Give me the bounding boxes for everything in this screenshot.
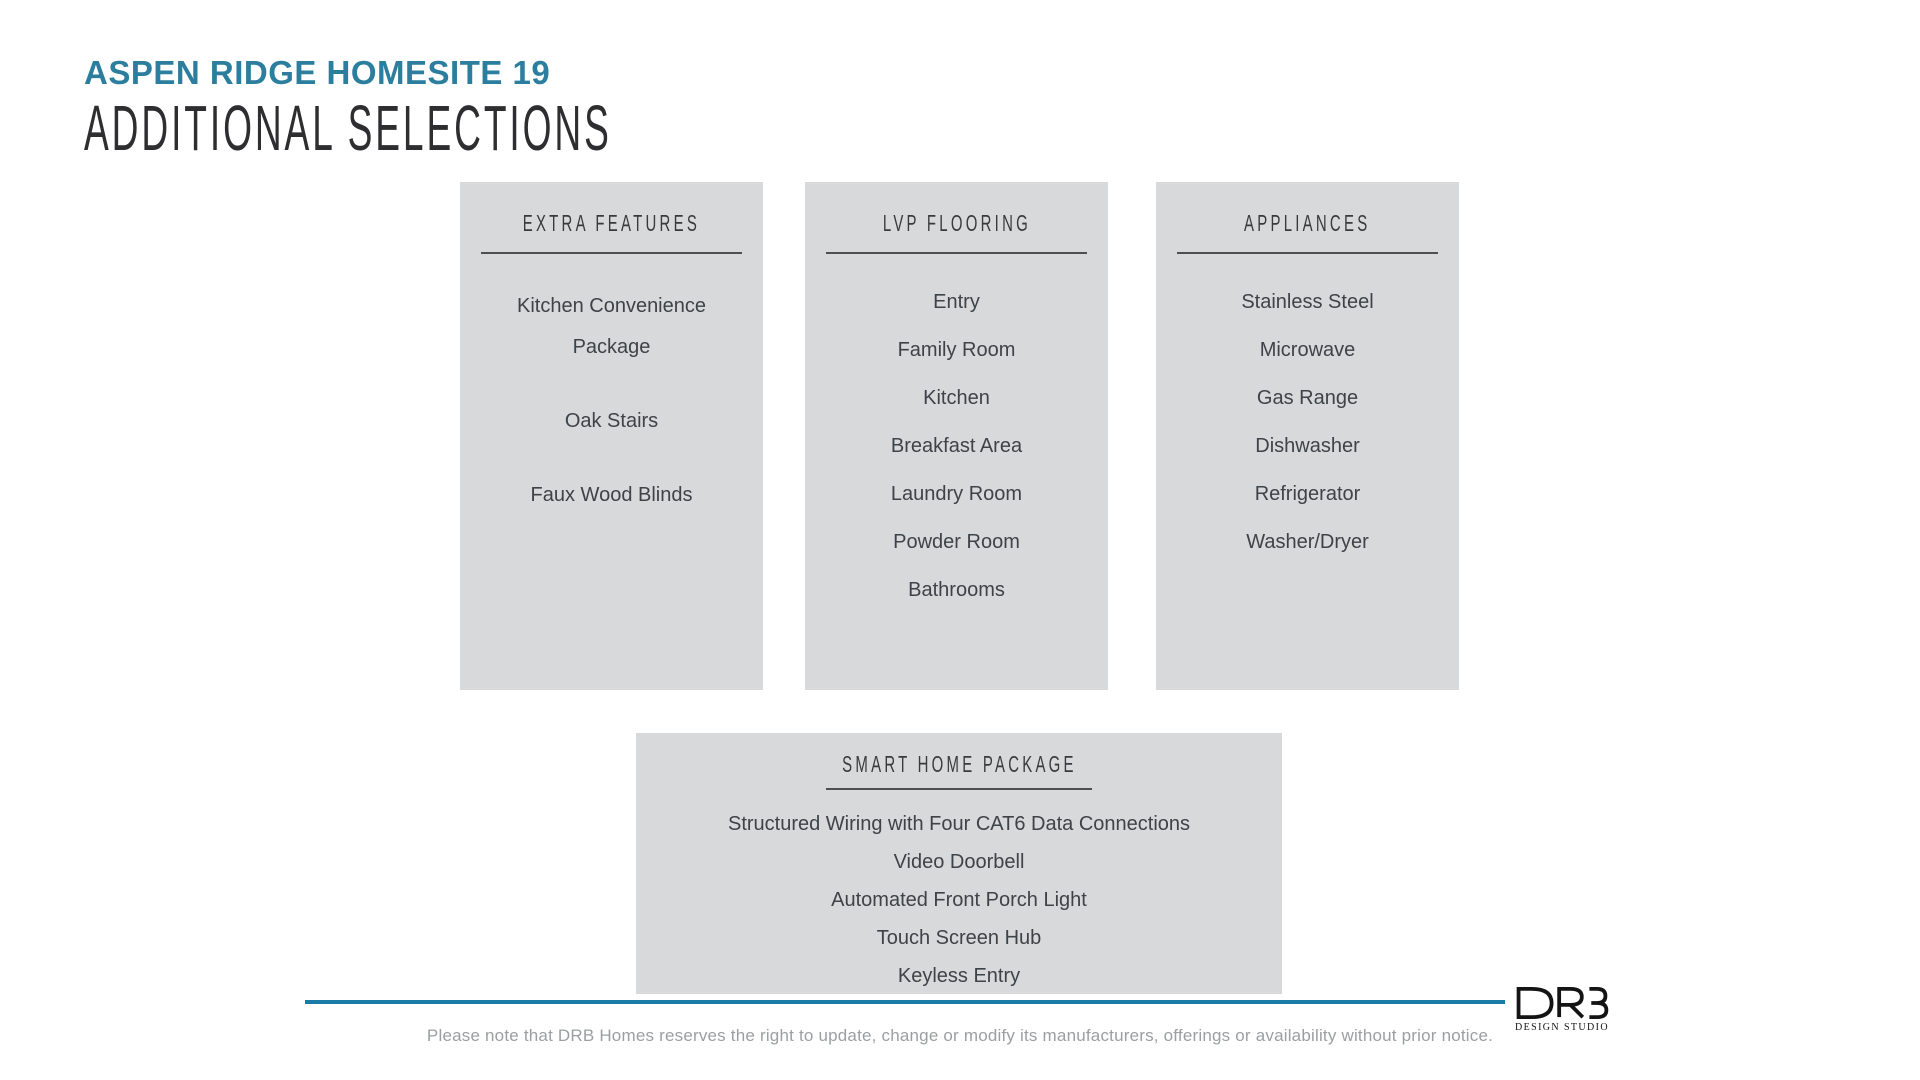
- card-title: EXTRA FEATURES: [522, 210, 701, 236]
- list-item: Dishwasher: [1255, 435, 1360, 457]
- list-item: Stainless Steel: [1241, 291, 1374, 313]
- card-title: LVP FLOORING: [882, 210, 1031, 236]
- card-appliances: [1156, 182, 1459, 690]
- drb-monogram-icon: [1514, 986, 1610, 1020]
- card-items: [460, 286, 763, 516]
- card-title: SMART HOME PACKAGE: [841, 751, 1077, 777]
- card-lvp-flooring: [805, 182, 1108, 690]
- list-item: Keyless Entry: [897, 965, 1021, 987]
- page-title: ADDITIONAL SELECTIONS: [84, 92, 612, 164]
- list-item: Bathrooms: [908, 579, 1005, 601]
- card-title-row: [460, 208, 763, 242]
- list-item: Automated Front Porch Light: [831, 889, 1087, 911]
- card-title: APPLIANCES: [1244, 210, 1371, 236]
- title-underline: [826, 252, 1087, 254]
- list-item: Faux Wood Blinds: [530, 484, 693, 506]
- card-items: [805, 278, 1108, 614]
- card-title-row: [805, 208, 1108, 242]
- title-underline: [1177, 252, 1438, 254]
- list-item: Video Doorbell: [893, 851, 1025, 873]
- card-items: [1156, 278, 1459, 566]
- drb-logo-subtext: DESIGN STUDIO: [1514, 1022, 1610, 1033]
- card-title-row: [636, 747, 1282, 785]
- list-item: Powder Room: [893, 531, 1020, 553]
- card-title-row: [1156, 208, 1459, 242]
- list-item: Structured Wiring with Four CAT6 Data Connections: [727, 813, 1191, 835]
- card-items: [636, 805, 1282, 995]
- list-item: Kitchen: [923, 387, 990, 409]
- card-extra-features: [460, 182, 763, 690]
- disclaimer-text: Please note that DRB Homes reserves the right to update, change or modify its manufacturers, offerings or availability without prior notice.: [426, 1026, 1494, 1045]
- list-item: Oak Stairs: [564, 410, 659, 432]
- card-smart-home-package: [636, 733, 1282, 994]
- list-item: Laundry Room: [890, 483, 1023, 505]
- title-underline: [481, 252, 742, 254]
- drb-design-studio-logo: [1512, 986, 1612, 1033]
- list-item: Family Room: [897, 339, 1016, 361]
- list-item: Entry: [933, 291, 980, 313]
- list-item: Touch Screen Hub: [876, 927, 1042, 949]
- community-title: ASPEN RIDGE HOMESITE 19: [84, 54, 551, 91]
- list-item: Breakfast Area: [890, 435, 1023, 457]
- list-item: Refrigerator: [1254, 483, 1361, 505]
- list-item: Gas Range: [1256, 387, 1359, 409]
- footer-accent-line: [305, 1000, 1505, 1004]
- list-item: Microwave: [1259, 339, 1356, 361]
- list-item: Kitchen Convenience Package: [516, 295, 706, 358]
- list-item: Washer/Dryer: [1246, 531, 1369, 553]
- title-underline: [826, 788, 1092, 790]
